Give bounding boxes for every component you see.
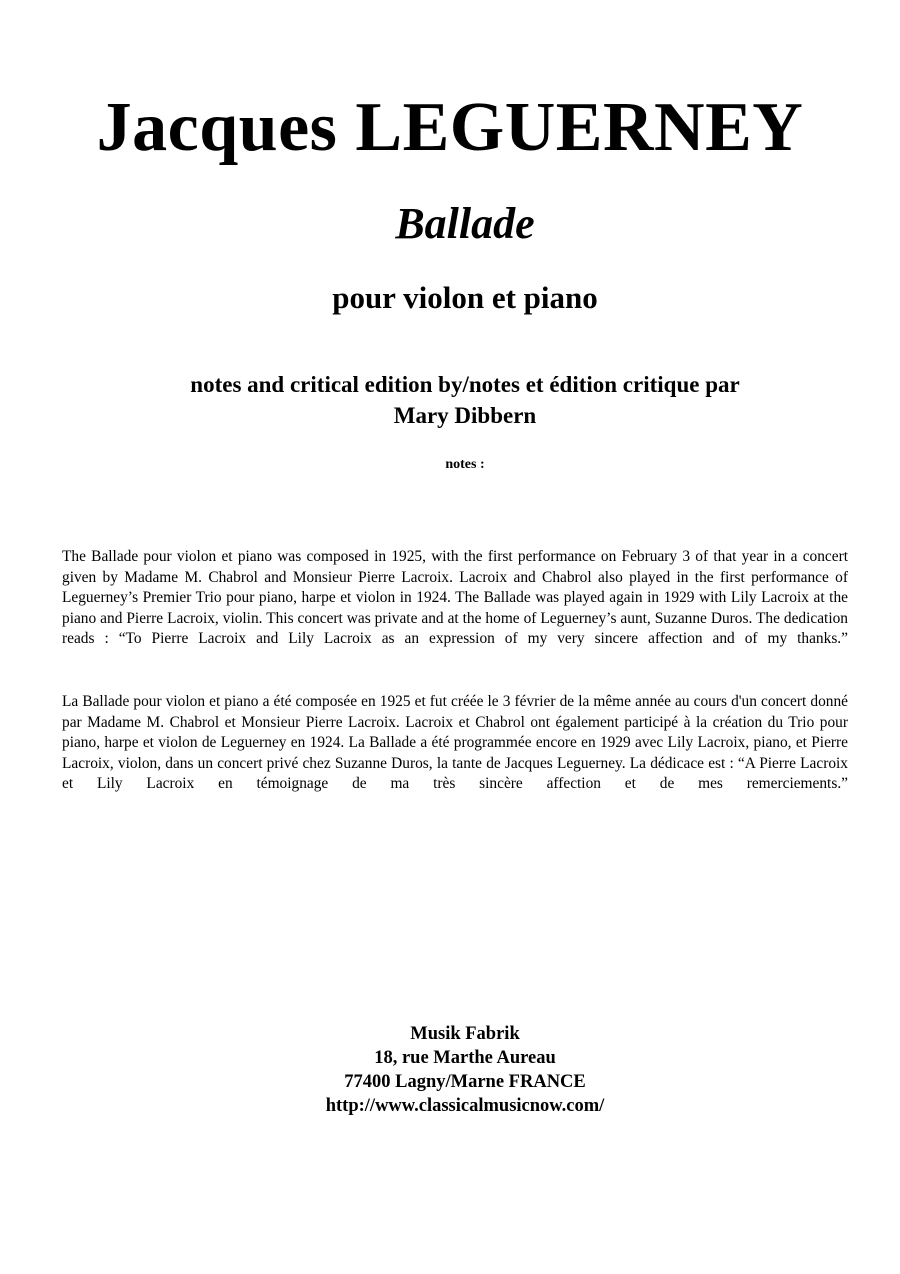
publisher-city: 77400 Lagny/Marne FRANCE <box>344 1072 586 1092</box>
publisher-name: Musik Fabrik <box>410 1024 520 1044</box>
editor-name: Mary Dibbern <box>393 403 537 428</box>
edition-credit <box>0 369 900 431</box>
publisher-url[interactable]: http://www.classicalmusicnow.com/ <box>325 1096 605 1116</box>
publisher-street: 18, rue Marthe Aureau <box>374 1048 556 1068</box>
publisher-block <box>0 1022 900 1118</box>
notes-label: notes : <box>445 457 485 472</box>
work-title: Ballade <box>395 199 535 248</box>
composer-name: Jacques LEGUERNEY <box>96 89 804 166</box>
notes-english-paragraph: The Ballade pour violon et piano was composed in 1925, with the first performance on February 3 of that year in a concert given by Madame M. Chabrol and Monsieur Pierre Lacroix. Lacroix and Chabrol also played in the first performance of Leguerney’s Premier Trio pour piano, harpe et violon in 1924. The Ballade was played again in 1929 with Lily Lacroix at the piano and Pierre Lacroix, violin. This concert was private and at the home of Leguerney’s aunt, Suzanne Duros. The dedication reads : “To Pierre Lacroix and Lily Lacroix as an expression of my very sincere affection and of my thanks.” <box>62 548 848 648</box>
notes-french-paragraph: La Ballade pour violon et piano a été composée en 1925 et fut créée le 3 février de la même année au cours d'un concert donné par Madame M. Chabrol et Monsieur Pierre Lacroix. Lacroix et Chabrol ont également participé à la création du Trio pour piano, harpe et violon de Leguerney en 1924. La Ballade a été programmée encore en 1929 avec Lily Lacroix, piano, et Pierre Lacroix, violon, dans un concert privé chez Suzanne Duros, la tante de Jacques Leguerney. La dédicace est : “A Pierre Lacroix et Lily Lacroix en témoignage de ma très sincère affection et de mes remerciements.” <box>62 693 848 793</box>
work-subtitle: pour violon et piano <box>332 280 598 315</box>
edition-line: notes and critical edition by/notes et édition critique par <box>190 372 740 397</box>
